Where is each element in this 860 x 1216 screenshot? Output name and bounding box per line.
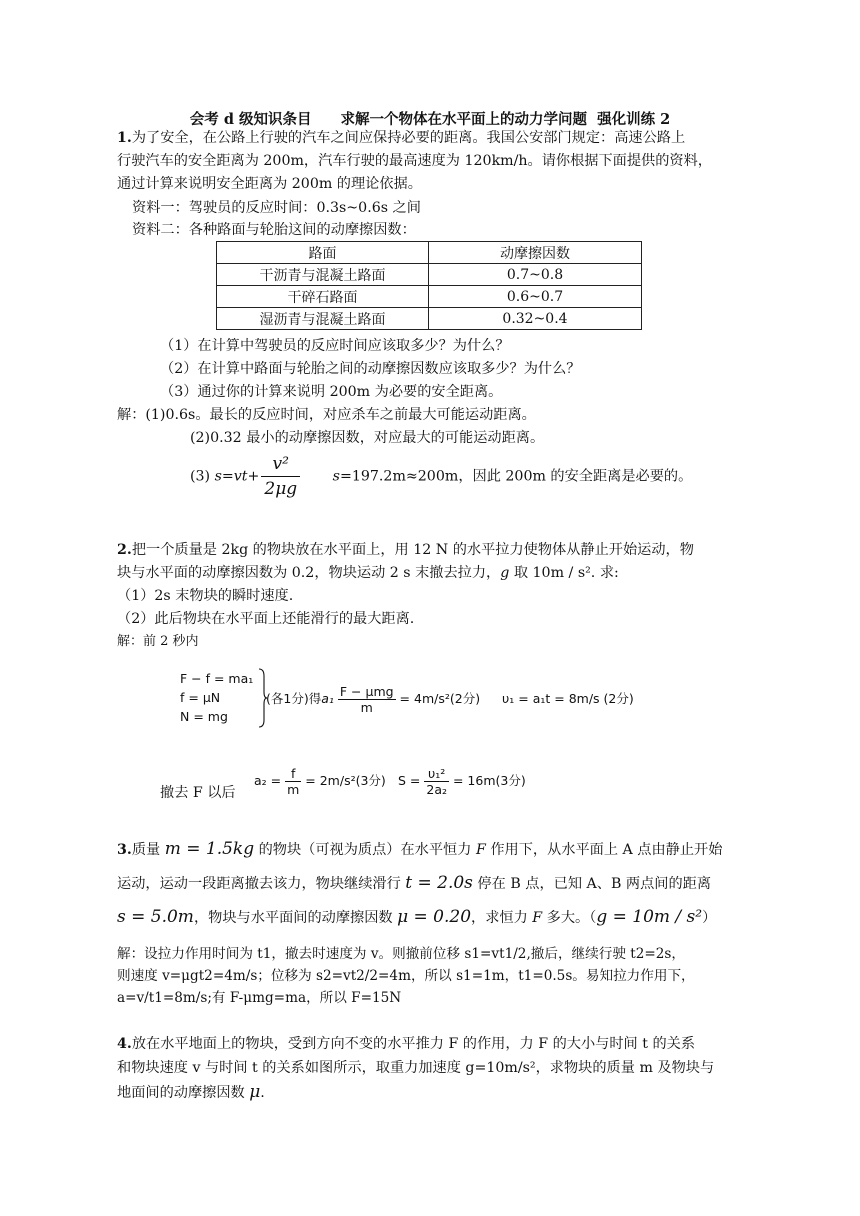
q1-solution-3: (3) s=vt+ $\frac{\text{v²}}{2\mu g}$ s=197.2m≈200m，因此 200m 的安全距离是必要的。 xyxy=(190,454,693,499)
table-cell: 干碎石路面 xyxy=(217,286,429,308)
table-row xyxy=(217,308,642,330)
q1-reference-2: 资料二：各种路面与轮胎这间的动摩擦因数： xyxy=(132,222,416,238)
q4-line3: 地面间的动摩擦因数 μ. xyxy=(117,1082,265,1102)
table-cell: 0.7~0.8 xyxy=(429,264,642,286)
q1-line2: 行驶汽车的安全距离为 200m，汽车行驶的最高速度为 120km/h。请你根据下面提供的资料， xyxy=(117,153,712,169)
q4-line2: 和物块速度 v 与时间 t 的关系如图所示，取重力加速度 g=10m/s²，求物块的质量 m 及物块与 xyxy=(117,1060,715,1076)
q2-eq-normal: N = mg xyxy=(180,709,228,724)
q2-eq-distance: S = $\frac{\text{υ₁²}}{\text{2a₂}}$ = 16m(3分) xyxy=(398,766,526,797)
q1-solution-1: 解：(1)0.6s。最长的反应时间，对应杀车之前最大可能运动距离。 xyxy=(117,407,536,423)
q2-number: 2. xyxy=(117,542,132,558)
table-cell: 湿沥青与混凝土路面 xyxy=(217,308,429,330)
q3-line3: s = 5.0m，物块与水平面间的动摩擦因数 μ = 0.20，求恒力 F 多大。（g = 10m / s²） xyxy=(117,907,717,927)
q1-number: 1. xyxy=(117,130,132,146)
q3-line1: 3.质量 m = 1.5kg 的物块（可视为质点）在水平恒力 F 作用下，从水平面上 A 点由静止开始 xyxy=(117,839,723,859)
friction-table xyxy=(216,241,642,330)
page-title: 会考 d 级知识条目 求解一个物体在水平面上的动力学问题 强化训练 2 xyxy=(189,111,671,128)
table-header-row xyxy=(217,242,642,264)
q2-subquestion-1: （1）2s 末物块的瞬时速度. xyxy=(117,588,294,604)
table-header-cell: 动摩擦因数 xyxy=(429,242,642,264)
q1-subquestion-1: （1）在计算中驾驶员的反应时间应该取多少？为什么？ xyxy=(160,338,510,354)
q4-number: 4. xyxy=(117,1036,132,1052)
q2-eq-a2: a₂ = $\frac{f}{m}$ = 2m/s²(3分) xyxy=(254,766,386,797)
q1-distance-fraction: $\frac{\text{v²}}{2\mu g}$ xyxy=(261,452,300,501)
q2-subquestion-2: （2）此后物块在水平面上还能滑行的最大距离. xyxy=(117,611,415,627)
q3-line2: 运动，运动一段距离撤去该力，物块继续滑行 t = 2.0s 停在 B 点，已知 A、B 两点间的距离 xyxy=(117,873,712,893)
q3-solution-1: 解：设拉力作用时间为 t1，撤去时速度为 v。则撤前位移 s1=vt1/2,撤后，继续行驶 t2=2s， xyxy=(117,946,685,962)
q1-subquestion-3: （3）通过你的计算来说明 200m 为必要的安全距离。 xyxy=(160,384,503,400)
q3-solution-2: 则速度 v=μgt2=4m/s；位移为 s2=vt2/2=4m，所以 s1=1m，t1=0.5s。易知拉力作用下， xyxy=(117,968,695,984)
q2-eq-velocity: υ₁ = a₁t = 8m/s (2分) xyxy=(502,691,634,706)
q1-solution-2: (2)0.32 最小的动摩擦因数，对应最大的可能运动距离。 xyxy=(190,430,545,446)
q2-eq-a1: (各1分)得a₁ $\frac{\text{F − μmg}}{m}$ = 4m/s²(2分) υ₁ = a₁t = 8m/s (2分) xyxy=(266,684,634,715)
q1-subquestion-2: （2）在计算中路面与轮胎之间的动摩擦因数应该取多少？为什么？ xyxy=(160,361,581,377)
q2-solution-intro: 解：前 2 秒内 xyxy=(117,634,199,649)
table-cell: 0.32~0.4 xyxy=(429,308,642,330)
table-header-cell: 路面 xyxy=(217,242,429,264)
q2-after-label: 撤去 F 以后 xyxy=(160,785,236,801)
q2-eq-newton: F − f = ma₁ xyxy=(180,671,254,686)
q1-line3: 通过计算来说明安全距离为 200m 的理论依据。 xyxy=(117,176,422,192)
q3-solution-3: a=v/t1=8m/s;有 F-μmg=ma，所以 F=15N xyxy=(117,990,402,1006)
q2-line2: 块与水平面的动摩擦因数为 0.2，物块运动 2 s 末撤去拉力，g 取 10m / s². 求: xyxy=(117,565,619,581)
q3-number: 3. xyxy=(117,842,132,858)
q1-reference-1: 资料一：驾驶员的反应时间：0.3s~0.6s 之间 xyxy=(132,200,421,216)
q2-eq-friction: f = μN xyxy=(180,690,221,705)
table-row xyxy=(217,264,642,286)
q2-line1: 2.把一个质量是 2kg 的物块放在水平面上，用 12 N 的水平拉力使物体从静止开始运动，物 xyxy=(117,542,694,558)
table-cell: 干沥青与混凝土路面 xyxy=(217,264,429,286)
table-cell: 0.6~0.7 xyxy=(429,286,642,308)
q1-line1: 1.为了安全，在公路上行驶的汽车之间应保持必要的距离。我国公安部门规定：高速公路上 xyxy=(117,130,686,146)
table-row xyxy=(217,286,642,308)
q4-line1: 4.放在水平地面上的物块，受到方向不变的水平推力 F 的作用，力 F 的大小与时间 t 的关系 xyxy=(117,1036,696,1052)
